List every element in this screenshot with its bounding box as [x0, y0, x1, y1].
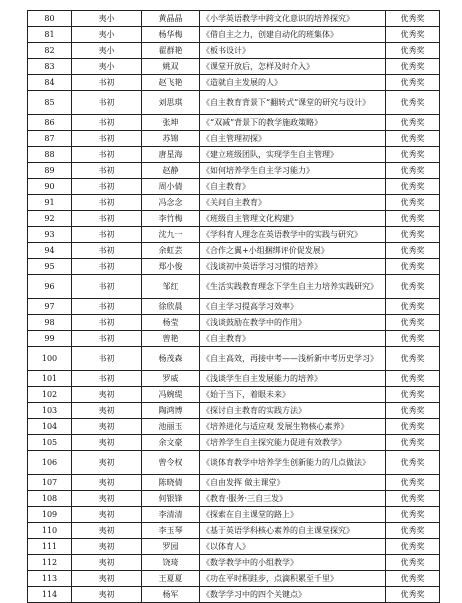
row-number: 107 [28, 475, 72, 491]
table-row [28, 179, 440, 195]
school-grade: 夷初 [72, 387, 142, 403]
row-number: 86 [28, 115, 72, 131]
row-number: 92 [28, 211, 72, 227]
table-row [28, 371, 440, 387]
author-name: 杨军 [142, 587, 200, 603]
table-row [28, 163, 440, 179]
table-row [28, 91, 440, 115]
table-row [28, 11, 440, 27]
school-grade: 夷初 [72, 587, 142, 603]
paper-title: 《探索在自主课堂的路上》 [200, 507, 386, 523]
row-number: 102 [28, 387, 72, 403]
table-row [28, 195, 440, 211]
row-number: 104 [28, 419, 72, 435]
award-level: 优秀奖 [386, 539, 440, 555]
award-level: 优秀奖 [386, 163, 440, 179]
row-number: 113 [28, 571, 72, 587]
award-level: 优秀奖 [386, 275, 440, 299]
award-level: 优秀奖 [386, 115, 440, 131]
row-number: 88 [28, 147, 72, 163]
school-grade: 书初 [72, 195, 142, 211]
school-grade: 夷初 [72, 523, 142, 539]
table-body [28, 11, 440, 603]
school-grade: 书初 [72, 315, 142, 331]
table-row [28, 59, 440, 75]
row-number: 85 [28, 91, 72, 115]
table-row [28, 555, 440, 571]
row-number: 93 [28, 227, 72, 243]
paper-title: 《培养学生自主探究能力促进有效教学》 [200, 435, 386, 451]
school-grade: 夷小 [72, 43, 142, 59]
author-name: 姚双 [142, 59, 200, 75]
award-level: 优秀奖 [386, 131, 440, 147]
award-level: 优秀奖 [386, 211, 440, 227]
paper-title: 《造就自主发展的人》 [200, 75, 386, 91]
row-number: 90 [28, 179, 72, 195]
paper-title: 《功在平时积跬步，点滴积累至千里》 [200, 571, 386, 587]
award-level: 优秀奖 [386, 491, 440, 507]
table-row [28, 451, 440, 475]
paper-title: 《学科育人理念在英语教学中的实践与研究》 [200, 227, 386, 243]
row-number: 84 [28, 75, 72, 91]
school-grade: 书初 [72, 259, 142, 275]
award-level: 优秀奖 [386, 451, 440, 475]
author-name: 李玉琴 [142, 523, 200, 539]
award-level: 优秀奖 [386, 43, 440, 59]
table-row [28, 491, 440, 507]
paper-title: 《以体育人》 [200, 539, 386, 555]
award-level: 优秀奖 [386, 11, 440, 27]
paper-title: 《谈体育教学中培养学生创新能力的几点做法》 [200, 451, 386, 475]
table-row [28, 587, 440, 603]
school-grade: 夷初 [72, 419, 142, 435]
paper-title: 《浅谈初中英语学习习惯的培养》 [200, 259, 386, 275]
row-number: 100 [28, 347, 72, 371]
paper-title: 《借自主之力，创建自动化的班集体》 [200, 27, 386, 43]
award-level: 优秀奖 [386, 571, 440, 587]
school-grade: 书初 [72, 299, 142, 315]
paper-title: 《自主学习提高学习效率》 [200, 299, 386, 315]
author-name: 刘思琪 [142, 91, 200, 115]
paper-title: 《板书设计》 [200, 43, 386, 59]
author-name: 翟群艳 [142, 43, 200, 59]
author-name: 郑小俊 [142, 259, 200, 275]
author-name: 陈晓倩 [142, 475, 200, 491]
school-grade: 夷初 [72, 491, 142, 507]
paper-title: 《班级自主管理文化构建》 [200, 211, 386, 227]
award-level: 优秀奖 [386, 555, 440, 571]
author-name: 邹红 [142, 275, 200, 299]
table-row [28, 571, 440, 587]
school-grade: 夷初 [72, 539, 142, 555]
row-number: 94 [28, 243, 72, 259]
school-grade: 书初 [72, 347, 142, 371]
author-name: 赵静 [142, 163, 200, 179]
author-name: 杨华梅 [142, 27, 200, 43]
school-grade: 书初 [72, 147, 142, 163]
author-name: 罗威 [142, 371, 200, 387]
award-level: 优秀奖 [386, 475, 440, 491]
row-number: 101 [28, 371, 72, 387]
author-name: 张坤 [142, 115, 200, 131]
award-level: 优秀奖 [386, 299, 440, 315]
paper-title: 《培养进化与适应观 发展生物核心素养》 [200, 419, 386, 435]
author-name: 徐欣晨 [142, 299, 200, 315]
award-level: 优秀奖 [386, 259, 440, 275]
paper-title: 《自主高效，再接中考——浅析新中考历史学习》 [200, 347, 386, 371]
paper-title: 《浅谈鼓励在教学中的作用》 [200, 315, 386, 331]
table-row [28, 419, 440, 435]
paper-title: 《“双减”背景下的教学施政策略》 [200, 115, 386, 131]
author-name: 赵飞艳 [142, 75, 200, 91]
school-grade: 书初 [72, 115, 142, 131]
row-number: 81 [28, 27, 72, 43]
author-name: 李清清 [142, 507, 200, 523]
author-name: 沈九一 [142, 227, 200, 243]
author-name: 黄晶晶 [142, 11, 200, 27]
table-row [28, 299, 440, 315]
paper-title: 《教育·服务·三自三发》 [200, 491, 386, 507]
paper-title: 《基于英语学科核心素养的自主课堂探究》 [200, 523, 386, 539]
table-row [28, 115, 440, 131]
row-number: 82 [28, 43, 72, 59]
row-number: 103 [28, 403, 72, 419]
award-level: 优秀奖 [386, 507, 440, 523]
school-grade: 书初 [72, 275, 142, 299]
table-row [28, 347, 440, 371]
school-grade: 夷小 [72, 59, 142, 75]
school-grade: 夷初 [72, 451, 142, 475]
row-number: 109 [28, 507, 72, 523]
author-name: 王夏夏 [142, 571, 200, 587]
row-number: 110 [28, 523, 72, 539]
table-row [28, 475, 440, 491]
school-grade: 夷初 [72, 435, 142, 451]
author-name: 陶鸿博 [142, 403, 200, 419]
award-level: 优秀奖 [386, 59, 440, 75]
table-row [28, 147, 440, 163]
paper-title: 《自由发挥 做主课堂》 [200, 475, 386, 491]
author-name: 冯念念 [142, 195, 200, 211]
author-name: 曾令权 [142, 451, 200, 475]
award-level: 优秀奖 [386, 387, 440, 403]
table-row [28, 539, 440, 555]
award-level: 优秀奖 [386, 195, 440, 211]
paper-title: 《浅谈学生自主发展能力的培养》 [200, 371, 386, 387]
school-grade: 书初 [72, 331, 142, 347]
school-grade: 书初 [72, 163, 142, 179]
award-level: 优秀奖 [386, 587, 440, 603]
author-name: 苏锦 [142, 131, 200, 147]
paper-title: 《生活实践教育理念下学生自主力培养实践研究》 [200, 275, 386, 299]
paper-title: 《数学教学中的小组教学》 [200, 555, 386, 571]
award-level: 优秀奖 [386, 523, 440, 539]
school-grade: 夷小 [72, 11, 142, 27]
table-row [28, 243, 440, 259]
author-name: 曾艳 [142, 331, 200, 347]
table-row [28, 227, 440, 243]
table-row [28, 315, 440, 331]
award-level: 优秀奖 [386, 435, 440, 451]
award-level: 优秀奖 [386, 315, 440, 331]
school-grade: 夷初 [72, 571, 142, 587]
author-name: 杨莹 [142, 315, 200, 331]
row-number: 91 [28, 195, 72, 211]
author-name: 罗园 [142, 539, 200, 555]
award-level: 优秀奖 [386, 147, 440, 163]
row-number: 99 [28, 331, 72, 347]
table-row [28, 275, 440, 299]
school-grade: 书初 [72, 243, 142, 259]
award-level: 优秀奖 [386, 179, 440, 195]
award-list-table [27, 10, 440, 603]
table-row [28, 131, 440, 147]
award-level: 优秀奖 [386, 91, 440, 115]
row-number: 112 [28, 555, 72, 571]
school-grade: 夷小 [72, 27, 142, 43]
author-name: 冯婉缇 [142, 387, 200, 403]
school-grade: 夷初 [72, 507, 142, 523]
row-number: 95 [28, 259, 72, 275]
table-row [28, 75, 440, 91]
paper-title: 《自主教育》 [200, 331, 386, 347]
row-number: 80 [28, 11, 72, 27]
paper-title: 《自主教育》 [200, 179, 386, 195]
school-grade: 书初 [72, 179, 142, 195]
award-level: 优秀奖 [386, 403, 440, 419]
row-number: 98 [28, 315, 72, 331]
award-level: 优秀奖 [386, 75, 440, 91]
award-level: 优秀奖 [386, 227, 440, 243]
school-grade: 书初 [72, 371, 142, 387]
row-number: 105 [28, 435, 72, 451]
paper-title: 《合作之翼+小组捆绑评价促发展》 [200, 243, 386, 259]
school-grade: 书初 [72, 211, 142, 227]
school-grade: 书初 [72, 91, 142, 115]
author-name: 余虹芸 [142, 243, 200, 259]
paper-title: 《探讨自主教育的实践方法》 [200, 403, 386, 419]
table-row [28, 211, 440, 227]
paper-title: 《关问自主教育》 [200, 195, 386, 211]
table-row [28, 27, 440, 43]
row-number: 111 [28, 539, 72, 555]
author-name: 周小倩 [142, 179, 200, 195]
paper-title: 《建立班级团队，实现学生自主管理》 [200, 147, 386, 163]
school-grade: 夷初 [72, 403, 142, 419]
table-row [28, 507, 440, 523]
table-row [28, 435, 440, 451]
paper-title: 《始于当下，着眼未来》 [200, 387, 386, 403]
row-number: 89 [28, 163, 72, 179]
award-level: 优秀奖 [386, 243, 440, 259]
table-row [28, 259, 440, 275]
author-name: 杨茂森 [142, 347, 200, 371]
row-number: 87 [28, 131, 72, 147]
school-grade: 书初 [72, 75, 142, 91]
paper-title: 《课堂开放后，怎样及时介入》 [200, 59, 386, 75]
row-number: 108 [28, 491, 72, 507]
paper-title: 《小学英语教学中跨文化意识的培养探究》 [200, 11, 386, 27]
school-grade: 夷初 [72, 475, 142, 491]
author-name: 何银锋 [142, 491, 200, 507]
author-name: 余文豪 [142, 435, 200, 451]
award-level: 优秀奖 [386, 347, 440, 371]
school-grade: 书初 [72, 227, 142, 243]
school-grade: 夷初 [72, 555, 142, 571]
author-name: 李竹梅 [142, 211, 200, 227]
author-name: 唐星海 [142, 147, 200, 163]
table-row [28, 523, 440, 539]
row-number: 106 [28, 451, 72, 475]
row-number: 97 [28, 299, 72, 315]
author-name: 池丽玉 [142, 419, 200, 435]
award-level: 优秀奖 [386, 419, 440, 435]
table-row [28, 387, 440, 403]
paper-title: 《如何培养学生自主学习能力》 [200, 163, 386, 179]
row-number: 83 [28, 59, 72, 75]
row-number: 96 [28, 275, 72, 299]
award-level: 优秀奖 [386, 331, 440, 347]
school-grade: 书初 [72, 131, 142, 147]
paper-title: 《自主管理初探》 [200, 131, 386, 147]
table-row [28, 403, 440, 419]
award-level: 优秀奖 [386, 27, 440, 43]
award-level: 优秀奖 [386, 371, 440, 387]
paper-title: 《数学学习中的四个关键点》 [200, 587, 386, 603]
table-row [28, 43, 440, 59]
author-name: 饶琦 [142, 555, 200, 571]
row-number: 114 [28, 587, 72, 603]
paper-title: 《自主教育背景下“翻转式”课堂的研究与设计》 [200, 91, 386, 115]
table-row [28, 331, 440, 347]
